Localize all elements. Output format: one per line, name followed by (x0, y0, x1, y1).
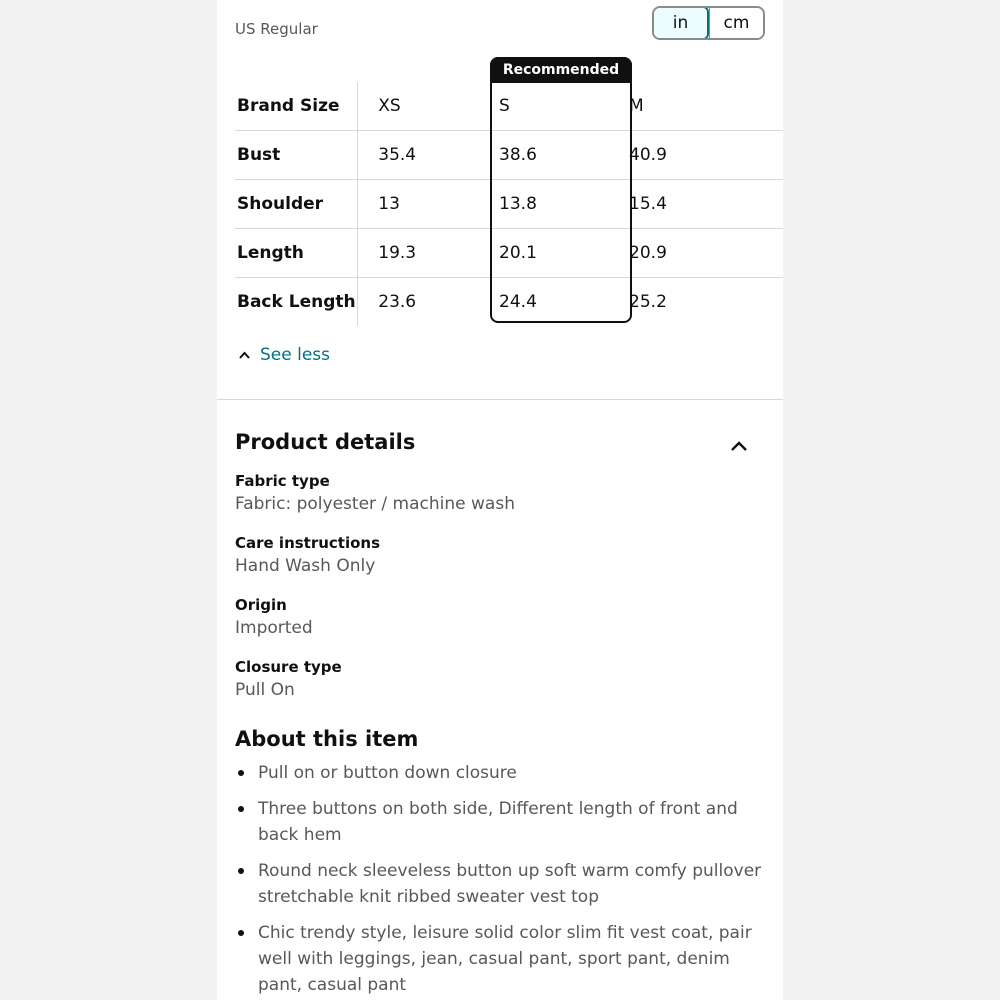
size-xs: XS (358, 82, 479, 131)
table-row (235, 82, 783, 131)
about-item-list (235, 760, 765, 1000)
section-divider (217, 399, 783, 400)
detail-key: Care instructions (235, 534, 381, 552)
table-cell: 25.2 (629, 292, 667, 312)
list-item: Chic trendy style, leisure solid color slim fit vest coat, pair well with leggings, jean, casual pant, sport pant, denim pant, casual pant (235, 920, 765, 998)
see-less-label: See less (260, 345, 331, 365)
detail-key: Fabric type (235, 472, 330, 490)
detail-care-instructions (235, 534, 380, 576)
unit-toggle[interactable] (652, 6, 765, 40)
detail-origin (235, 596, 313, 638)
detail-closure-type (235, 658, 342, 700)
table-cell (748, 278, 783, 327)
product-details-title: Product details (235, 430, 416, 454)
unit-in-button[interactable]: in (652, 6, 709, 40)
product-page-card (217, 0, 783, 1000)
size-m: M (609, 82, 748, 131)
table-row (235, 229, 783, 278)
detail-value: Hand Wash Only (235, 556, 376, 576)
detail-key: Closure type (235, 658, 342, 676)
recommended-badge: Recommended (490, 57, 632, 83)
table-cell: 13 (358, 180, 479, 229)
table-cell: 13.8 (479, 180, 609, 229)
row-label: Length (235, 229, 358, 278)
table-row (235, 278, 783, 327)
table-cell: 19.3 (358, 229, 479, 278)
chevron-up-icon[interactable] (729, 436, 749, 456)
row-label: Back Length (235, 278, 358, 327)
table-cell: 20.1 (479, 229, 609, 278)
list-item: Three buttons on both side, Different length of front and back hem (235, 796, 765, 848)
table-cell (748, 229, 783, 278)
about-item-title: About this item (235, 727, 419, 751)
table-row (235, 180, 783, 229)
size-s: S (479, 82, 609, 131)
detail-value: Fabric: polyester / machine wash (235, 494, 515, 514)
detail-key: Origin (235, 596, 287, 614)
list-item: Pull on or button down closure (235, 760, 765, 786)
brand-size-header: Brand Size (235, 82, 358, 131)
list-item: Round neck sleeveless button up soft warm comfy pullover stretchable knit ribbed sweater vest top (235, 858, 765, 910)
detail-value: Imported (235, 618, 313, 638)
detail-value: Pull On (235, 680, 295, 700)
detail-fabric-type (235, 472, 515, 514)
table-cell: 20.9 (609, 229, 748, 278)
unit-cm-button[interactable]: cm (709, 8, 763, 38)
table-cell (748, 180, 783, 229)
table-cell: 35.4 (358, 131, 479, 180)
table-cell (748, 131, 783, 180)
table-cell: 40.9 (609, 131, 748, 180)
size-cut-off (748, 82, 783, 131)
table-row (235, 131, 783, 180)
row-label: Bust (235, 131, 358, 180)
table-cell: 23.6 (378, 292, 417, 312)
size-chart-table (235, 82, 783, 326)
see-less-link[interactable] (239, 345, 330, 365)
row-label: Shoulder (235, 180, 358, 229)
chevron-up-icon (239, 348, 250, 362)
table-cell: 38.6 (479, 131, 609, 180)
table-cell: 15.4 (609, 180, 748, 229)
table-cell: 24.4 (499, 292, 537, 312)
size-region-label: US Regular (235, 20, 318, 38)
